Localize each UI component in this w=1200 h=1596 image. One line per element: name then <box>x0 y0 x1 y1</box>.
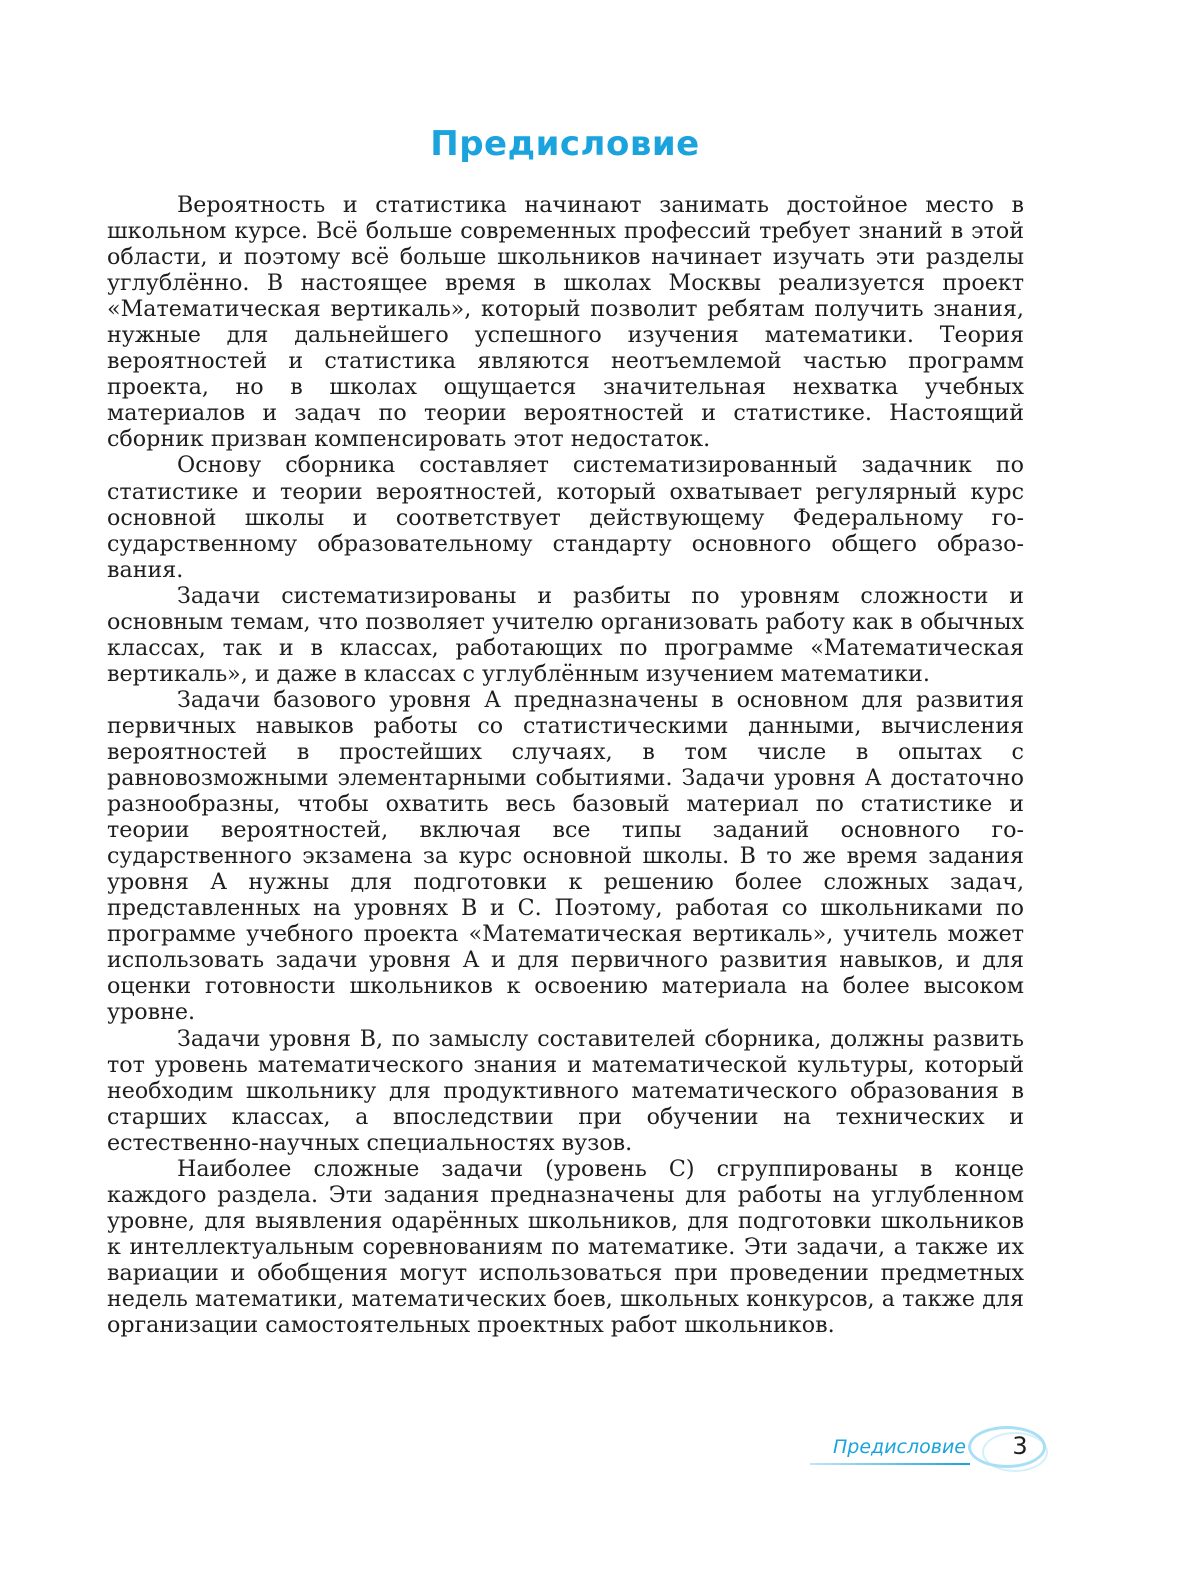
page-title: Предисловие <box>430 124 700 164</box>
paragraph: Наиболее сложные задачи (уровень С) сгруппированы в конце каждого раздела. Эти задания предназначены для работы на углубленном уровне, для выявления одарённых школьников, для подготовки школьников к интеллектуальным соревнованиям по математике. Эти задачи, а также их вариации и обобщения могут использоваться при проведении предметных недель математики, математических боев, школьных конкурсов, а также для организации самостоятельных проектных работ школьников. <box>107 1155 1024 1339</box>
footer-section-label: Предисловие <box>833 1436 966 1458</box>
footer-rule <box>810 1463 970 1465</box>
document-body <box>107 192 1024 1338</box>
paragraph: Задачи базового уровня А предназначены в основном для развития первичных навыков работы со статистическими данными, вычисления вероятностей в простейших случаях, в том числе в опытах с равновозможными элементарными событиями. Задачи уровня А достаточно разнообразны, чтобы охватить весь базовый материал по статистике и теории вероятностей, включая все типы заданий основного государственного экзамена за курс основной школы. В то же время задания уровня А нужны для подготовки к решению более сложных задач, представленных на уровнях В и С. Поэтому, работая со школьниками по программе учебного проекта «Математическая вертикаль», учитель может использовать задачи уровня А и для первичного развития навыков, и для оценки готовности школьников к освоению материала на более высоком уровне. <box>107 686 1024 1026</box>
paragraph: Основу сборника составляет систематизированный задачник по статистике и теории вероятностей, который охватывает регулярный курс основной школы и соответствует действующему Федеральному государственному образовательному стандарту основного общего образования. <box>107 452 1024 583</box>
paragraph: Задачи уровня В, по замыслу составителей сборника, должны развить тот уровень математического знания и математической культуры, который необходим школьнику для продуктивного математического образования в старших классах, а впоследствии при обучении на технических и естественно-научных специальностях вузов. <box>107 1025 1024 1156</box>
page-footer <box>810 1420 1060 1480</box>
page-number: 3 <box>1012 1432 1028 1460</box>
paragraph: Задачи систематизированы и разбиты по уровням сложности и основным темам, что позволяет учителю организовать работу как в обычных классах, так и в классах, работающих по программе «Математическая вертикаль», и даже в классах с углублённым изучением математики. <box>107 582 1024 687</box>
paragraph: Вероятность и статистика начинают занимать достойное место в школьном курсе. Всё больше современных профессий требует знаний в этой области, и поэтому всё больше школьников начинает изучать эти разделы углублённо. В настоящее время в школах Москвы реализуется проект «Математическая вертикаль», который позволит ребятам получить знания, нужные для дальнейшего успешного изучения математики. Теория вероятностей и статистика являются неотъемлемой частью программ проекта, но в школах ощущается значительная нехватка учебных материалов и задач по теории вероятностей и статистике. Настоящий сборник призван компенсировать этот недостаток. <box>107 192 1024 453</box>
